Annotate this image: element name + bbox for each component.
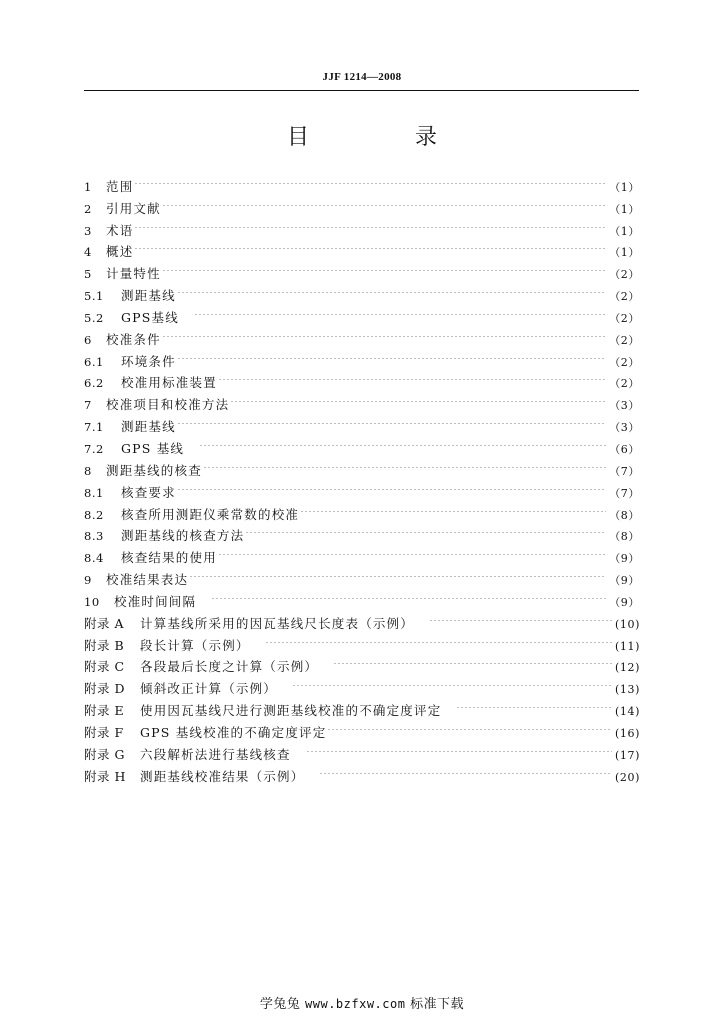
toc-entry-number: 附录 G xyxy=(84,746,125,762)
toc-entry-number: 5.2 xyxy=(84,310,104,325)
toc-entry-number: 3 xyxy=(84,223,92,238)
toc-entry-number: 7.2 xyxy=(84,441,104,456)
toc-entry-number: 附录 B xyxy=(84,637,125,653)
toc-entry-page: （9） xyxy=(609,595,640,609)
toc-entry-number: 7.1 xyxy=(84,420,104,435)
toc-dot-leader xyxy=(177,475,606,497)
toc-dot-leader xyxy=(134,213,606,235)
toc-dot-leader xyxy=(265,628,612,650)
toc-entry-number: 附录 F xyxy=(84,724,124,740)
toc-entry-title: 校准结果表达 xyxy=(106,572,189,588)
toc-dot-leader xyxy=(162,322,606,344)
header-standard-code: JJF 1214—2008 xyxy=(322,71,402,83)
toc-entry-title: GPS基线 xyxy=(121,309,179,325)
header-rule xyxy=(84,90,639,91)
toc-entry-number: 附录 H xyxy=(84,768,126,784)
toc-entry-page: （2） xyxy=(609,333,640,347)
toc-entry-number: 6.2 xyxy=(84,376,104,391)
toc-entry-page: （6） xyxy=(609,442,640,456)
toc-entry[interactable] xyxy=(84,213,640,238)
toc-entry-number: 6.1 xyxy=(84,354,104,369)
toc-entry-number: 4 xyxy=(84,245,92,260)
toc-entry-title: 校准条件 xyxy=(106,331,161,347)
toc-dot-leader xyxy=(134,169,606,191)
footer-url[interactable]: www.bzfxw.com xyxy=(305,997,406,1011)
table-of-contents xyxy=(84,169,640,784)
toc-dot-leader xyxy=(245,519,606,541)
footer-label: 标准下载 xyxy=(410,997,465,1012)
toc-dot-leader xyxy=(319,759,612,781)
toc-dot-leader xyxy=(292,671,612,693)
toc-entry-title: 引用文献 xyxy=(106,200,161,216)
toc-dot-leader xyxy=(162,191,606,213)
toc-entry-page: （1） xyxy=(609,202,640,216)
toc-entry-page: （1） xyxy=(609,224,640,238)
toc-entry-number: 2 xyxy=(84,201,92,216)
toc-entry-page: (10) xyxy=(615,617,640,631)
toc-entry-number: 附录 D xyxy=(84,681,125,697)
footer-site-name: 学兔兔 xyxy=(259,997,301,1012)
toc-entry-title: 核查要求 xyxy=(121,484,176,500)
toc-entry-title: 环境条件 xyxy=(121,353,176,369)
toc-entry-title: 段长计算（示例） xyxy=(140,637,250,653)
toc-entry-number: 8.2 xyxy=(84,507,104,522)
toc-entry-page: （9） xyxy=(609,552,640,566)
toc-entry-title: 使用因瓦基线尺进行测距基线校准的不确定度评定 xyxy=(140,703,442,719)
toc-entry-title: 各段最后长度之计算（示例） xyxy=(140,659,319,675)
toc-dot-leader xyxy=(211,584,606,606)
toc-entry-number: 7 xyxy=(84,398,92,413)
toc-entry-page: （8） xyxy=(609,508,640,522)
page-title: 目 录 xyxy=(286,125,479,150)
toc-entry-number: 8.1 xyxy=(84,485,104,500)
toc-entry-page: （1） xyxy=(609,180,640,194)
toc-dot-leader xyxy=(199,431,606,453)
toc-entry-number: 6 xyxy=(84,332,92,347)
toc-entry-title: 校准时间间隔 xyxy=(114,593,197,609)
toc-dot-leader xyxy=(327,715,612,737)
toc-entry-title: 测距基线校准结果（示例） xyxy=(140,768,305,784)
toc-dot-leader xyxy=(177,344,606,366)
toc-entry-page: (17) xyxy=(615,748,640,762)
toc-entry-page: （1） xyxy=(609,246,640,260)
toc-entry-number: 附录 E xyxy=(84,703,125,719)
toc-entry-page: (20) xyxy=(615,770,640,784)
toc-entry-title: GPS 基线校准的不确定度评定 xyxy=(140,724,327,740)
toc-entry-page: （7） xyxy=(609,464,640,478)
toc-entry-title: GPS 基线 xyxy=(121,440,185,456)
toc-dot-leader xyxy=(218,540,606,562)
toc-entry[interactable] xyxy=(84,169,640,194)
toc-dot-leader xyxy=(230,387,606,409)
toc-dot-leader xyxy=(194,300,606,322)
toc-dot-leader xyxy=(300,497,606,519)
toc-entry[interactable] xyxy=(84,322,640,347)
toc-entry-page: （2） xyxy=(609,268,640,282)
toc-entry-page: (13) xyxy=(615,683,640,697)
toc-dot-leader xyxy=(189,562,606,584)
toc-entry-number: 10 xyxy=(84,594,100,609)
toc-entry-title: 计量特性 xyxy=(106,266,161,282)
toc-entry-number: 附录 A xyxy=(84,615,125,631)
toc-entry-title: 测距基线的核查方法 xyxy=(121,528,245,544)
toc-entry-number: 1 xyxy=(84,179,92,194)
toc-entry-page: （8） xyxy=(609,530,640,544)
toc-entry-page: (12) xyxy=(615,661,640,675)
toc-entry-title: 核查所用测距仪乘常数的校准 xyxy=(121,506,300,522)
toc-entry-number: 8.3 xyxy=(84,529,104,544)
toc-entry-title: 校准项目和校准方法 xyxy=(106,397,230,413)
toc-entry-page: （7） xyxy=(609,486,640,500)
toc-entry-title: 倾斜改正计算（示例） xyxy=(140,681,278,697)
toc-entry-title: 核查结果的使用 xyxy=(121,550,217,566)
toc-entry-page: （3） xyxy=(609,421,640,435)
toc-dot-leader xyxy=(306,737,612,759)
toc-entry-page: （9） xyxy=(609,574,640,588)
toc-entry-title: 术语 xyxy=(106,222,134,238)
toc-entry-number: 5 xyxy=(84,267,92,282)
footer xyxy=(0,993,724,1012)
toc-entry-page: (11) xyxy=(615,639,640,653)
toc-dot-leader xyxy=(429,606,612,628)
toc-entry-title: 测距基线 xyxy=(121,288,176,304)
toc-entry-title: 测距基线的核查 xyxy=(106,462,202,478)
toc-entry[interactable] xyxy=(84,344,640,369)
toc-dot-leader xyxy=(162,256,606,278)
toc-entry-page: （2） xyxy=(609,355,640,369)
toc-entry-title: 校准用标准装置 xyxy=(121,375,217,391)
toc-entry-page: （3） xyxy=(609,399,640,413)
toc-entry-number: 附录 C xyxy=(84,659,125,675)
toc-entry-title: 概述 xyxy=(106,244,134,260)
toc-entry-number: 8 xyxy=(84,463,92,478)
toc-dot-leader xyxy=(203,453,606,475)
toc-entry-page: （2） xyxy=(609,377,640,391)
toc-entry[interactable] xyxy=(84,191,640,216)
toc-entry-title: 范围 xyxy=(106,178,134,194)
toc-entry-page: （2） xyxy=(609,311,640,325)
toc-entry-number: 8.4 xyxy=(84,551,104,566)
toc-entry-page: （2） xyxy=(609,290,640,304)
toc-entry[interactable] xyxy=(84,278,640,304)
toc-dot-leader xyxy=(134,235,606,257)
toc-dot-leader xyxy=(177,278,606,300)
toc-entry-number: 9 xyxy=(84,573,92,588)
toc-entry-number: 5.1 xyxy=(84,289,104,304)
toc-dot-leader xyxy=(218,366,606,388)
toc-entry[interactable] xyxy=(84,235,640,260)
toc-entry-title: 计算基线所采用的因瓦基线尺长度表（示例） xyxy=(140,615,415,631)
toc-entry-page: (16) xyxy=(615,726,640,740)
toc-entry[interactable] xyxy=(84,256,640,282)
toc-entry-title: 测距基线 xyxy=(121,419,176,435)
toc-dot-leader xyxy=(177,409,606,431)
toc-entry-title: 六段解析法进行基线核查 xyxy=(140,746,291,762)
toc-entry-page: (14) xyxy=(615,705,640,719)
toc-dot-leader xyxy=(456,693,612,715)
toc-dot-leader xyxy=(333,650,612,672)
